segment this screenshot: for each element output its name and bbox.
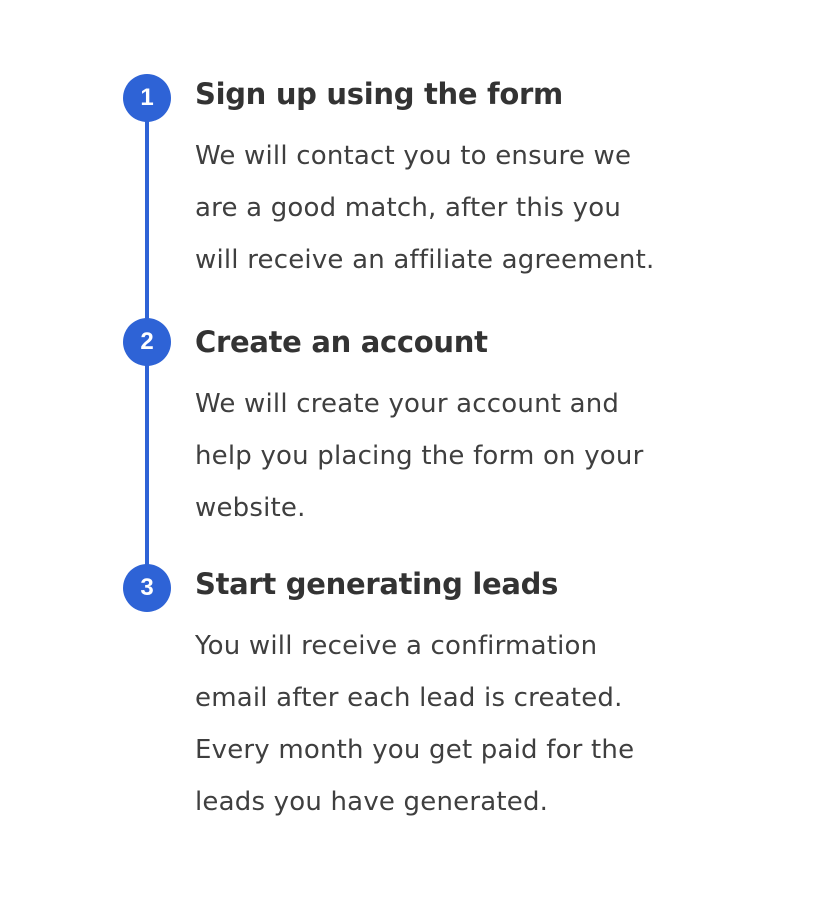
step-item bbox=[195, 564, 755, 828]
step-number-badge: 3 bbox=[123, 564, 171, 612]
step-title: Create an account bbox=[195, 325, 488, 359]
step-number-badge: 1 bbox=[123, 74, 171, 122]
timeline-connector bbox=[145, 355, 149, 585]
step-title: Sign up using the form bbox=[195, 77, 563, 111]
step-description: You will receive a confirmation email after each lead is created. Every month you get paid for the leads you have generated. bbox=[195, 631, 635, 817]
step-description: We will contact you to ensure we are a good match, after this you will receive an affiliate agreement. bbox=[195, 141, 655, 275]
timeline-connector bbox=[145, 110, 149, 340]
step-item bbox=[195, 322, 755, 534]
step-number-badge: 2 bbox=[123, 318, 171, 366]
step-item bbox=[195, 74, 755, 286]
step-title: Start generating leads bbox=[195, 567, 559, 601]
step-description: We will create your account and help you placing the form on your website. bbox=[195, 389, 644, 523]
